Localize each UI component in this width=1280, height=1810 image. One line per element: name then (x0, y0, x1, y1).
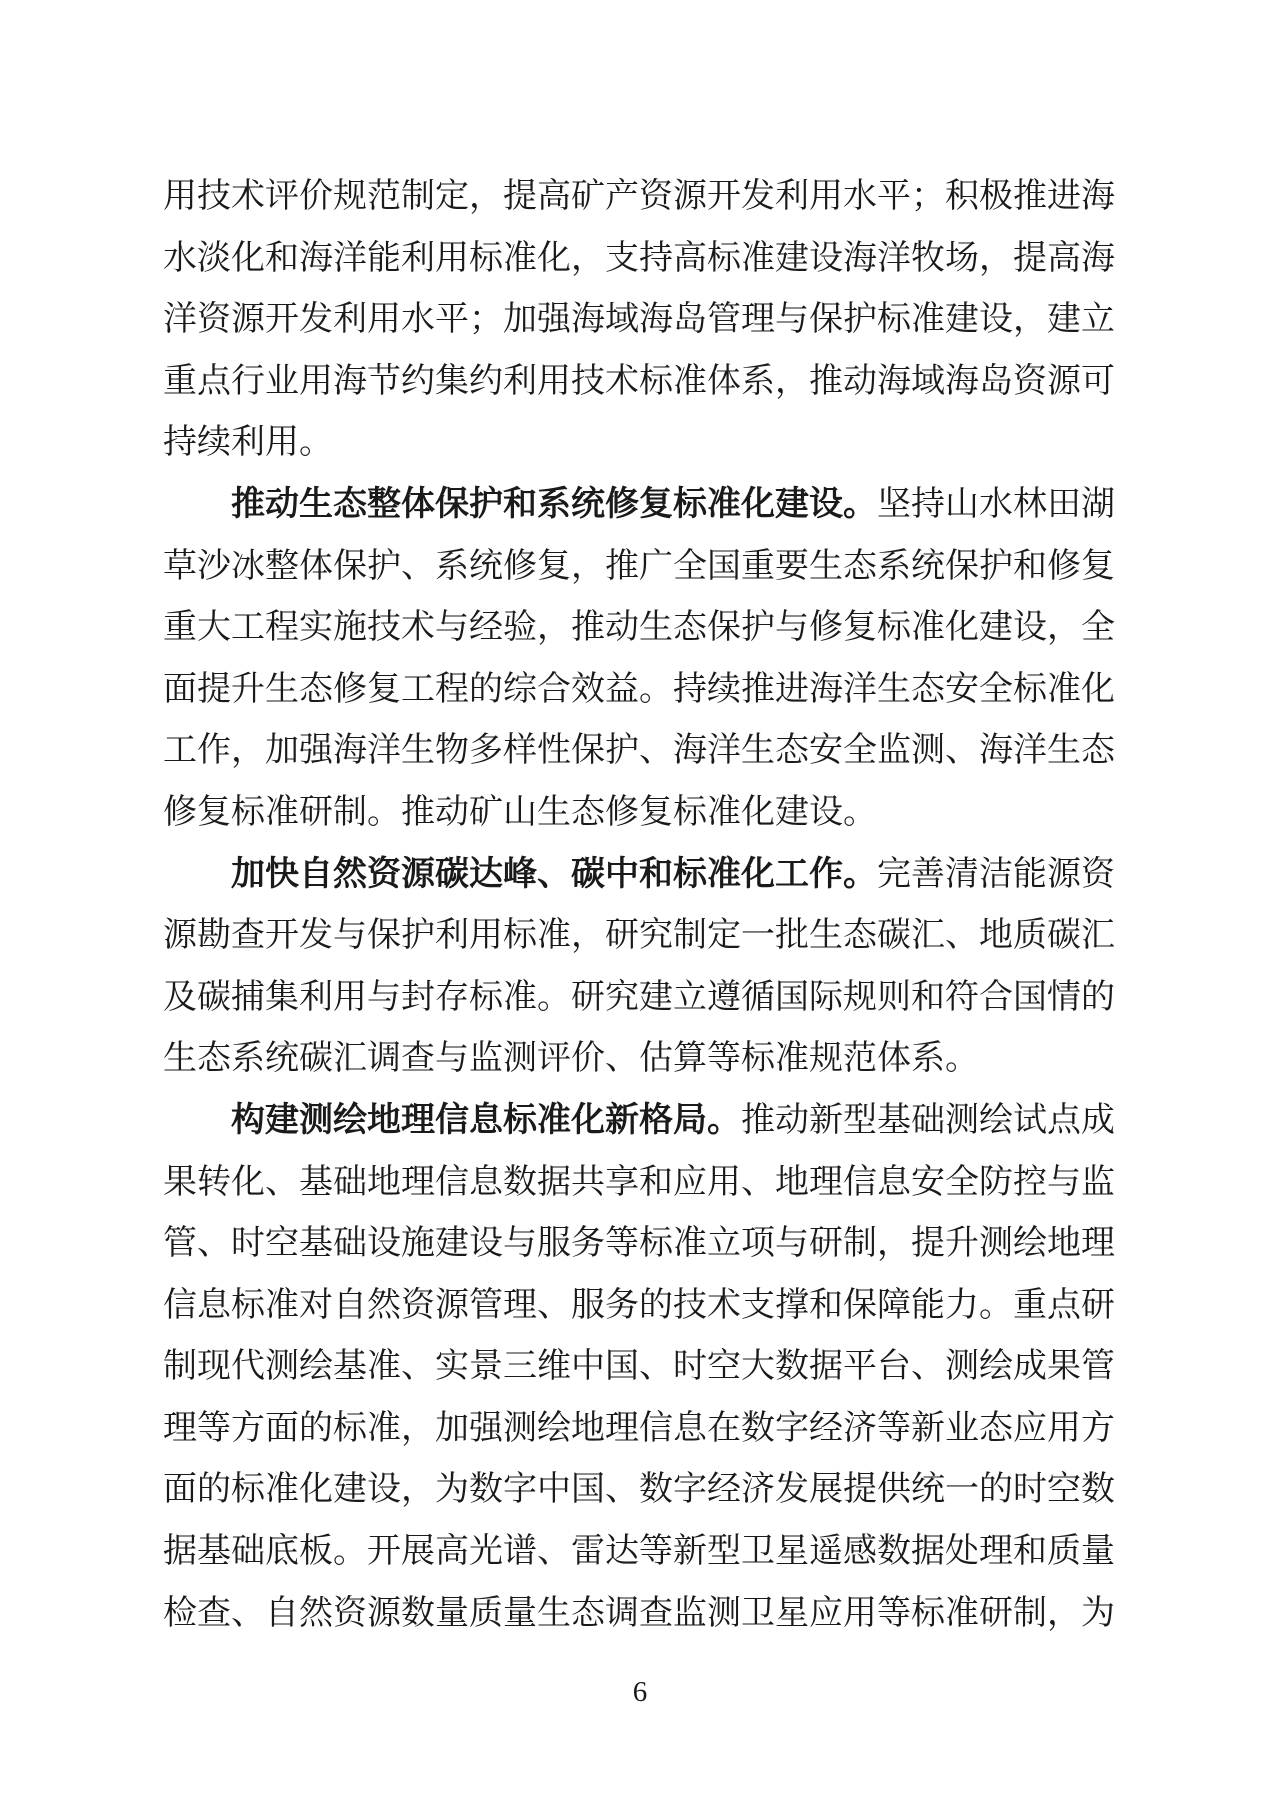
line-text: 推动新型基础测绘试点成 (741, 1101, 1115, 1139)
line-text: 工作，加强海洋生物多样性保护、海洋生态安全监测、海洋生态 (163, 732, 1115, 770)
paragraph-lead-bold: 加快自然资源碳达峰、碳中和标准化工作。 (231, 855, 877, 893)
line-text: 管、时空基础设施建设与服务等标准立项与研制，提升测绘地理 (163, 1225, 1115, 1263)
line-text: 重点行业用海节约集约利用技术标准体系，推动海域海岛资源可 (163, 362, 1115, 400)
line-text: 用技术评价规范制定，提高矿产资源开发利用水平；积极推进海 (163, 178, 1115, 215)
line-text: 水淡化和海洋能利用标准化，支持高标准建设海洋牧场，提高海 (163, 239, 1115, 277)
text-line-p2-2 (163, 536, 1115, 598)
text-line-p1-5 (163, 412, 1115, 474)
text-line-p1-4 (163, 351, 1115, 413)
line-text: 完善清洁能源资 (877, 855, 1115, 893)
line-text: 面的标准化建设，为数字中国、数字经济发展提供统一的时空数 (163, 1471, 1115, 1509)
line-text: 理等方面的标准，加强测绘地理信息在数字经济等新业态应用方 (163, 1409, 1115, 1447)
paragraph-lead-bold: 推动生态整体保护和系统修复标准化建设。 (231, 485, 877, 523)
text-line-p4-4 (163, 1275, 1115, 1337)
text-line-p3-1 (163, 844, 1115, 906)
text-line-p4-2 (163, 1152, 1115, 1214)
line-text: 修复标准研制。推动矿山生态修复标准化建设。 (163, 793, 877, 831)
line-text: 面提升生态修复工程的综合效益。持续推进海洋生态安全标准化 (163, 670, 1115, 708)
paragraph-lead-bold: 构建测绘地理信息标准化新格局。 (231, 1101, 741, 1139)
line-text: 草沙冰整体保护、系统修复，推广全国重要生态系统保护和修复 (163, 547, 1115, 585)
text-line-p4-6 (163, 1398, 1115, 1460)
line-text: 生态系统碳汇调查与监测评价、估算等标准规范体系。 (163, 1040, 979, 1078)
line-text: 重大工程实施技术与经验，推动生态保护与修复标准化建设，全 (163, 609, 1115, 647)
text-line-p3-4 (163, 1028, 1115, 1090)
text-line-p3-2 (163, 905, 1115, 967)
text-line-p1-2 (163, 228, 1115, 290)
text-line-p4-3 (163, 1213, 1115, 1275)
line-text: 信息标准对自然资源管理、服务的技术支撑和保障能力。重点研 (163, 1286, 1115, 1324)
line-text: 洋资源开发利用水平；加强海域海岛管理与保护标准建设，建立 (163, 301, 1115, 339)
text-line-p4-1 (163, 1090, 1115, 1152)
text-line-p4-7 (163, 1459, 1115, 1521)
text-line-p1-1 (163, 166, 1115, 228)
text-line-p2-3 (163, 597, 1115, 659)
text-line-p2-1 (163, 474, 1115, 536)
line-text: 源勘查开发与保护利用标准，研究制定一批生态碳汇、地质碳汇 (163, 917, 1115, 955)
text-line-p4-9 (163, 1583, 1115, 1645)
text-line-p2-6 (163, 782, 1115, 844)
line-text: 坚持山水林田湖 (877, 485, 1115, 523)
text-line-p4-8 (163, 1521, 1115, 1583)
line-text: 果转化、基础地理信息数据共享和应用、地理信息安全防控与监 (163, 1163, 1115, 1201)
text-line-p2-4 (163, 659, 1115, 721)
line-text: 持续利用。 (163, 424, 333, 462)
line-text: 据基础底板。开展高光谱、雷达等新型卫星遥感数据处理和质量 (163, 1533, 1115, 1571)
line-text: 及碳捕集利用与封存标准。研究建立遵循国际规则和符合国情的 (163, 978, 1115, 1016)
text-line-p1-3 (163, 289, 1115, 351)
line-text: 制现代测绘基准、实景三维中国、时空大数据平台、测绘成果管 (163, 1348, 1115, 1386)
text-line-p3-3 (163, 967, 1115, 1029)
text-line-p2-5 (163, 720, 1115, 782)
text-line-p4-5 (163, 1336, 1115, 1398)
page-number: 6 (632, 1676, 648, 1708)
body-text (163, 166, 1115, 1644)
line-text: 检查、自然资源数量质量生态调查监测卫星应用等标准研制，为 (163, 1594, 1115, 1632)
